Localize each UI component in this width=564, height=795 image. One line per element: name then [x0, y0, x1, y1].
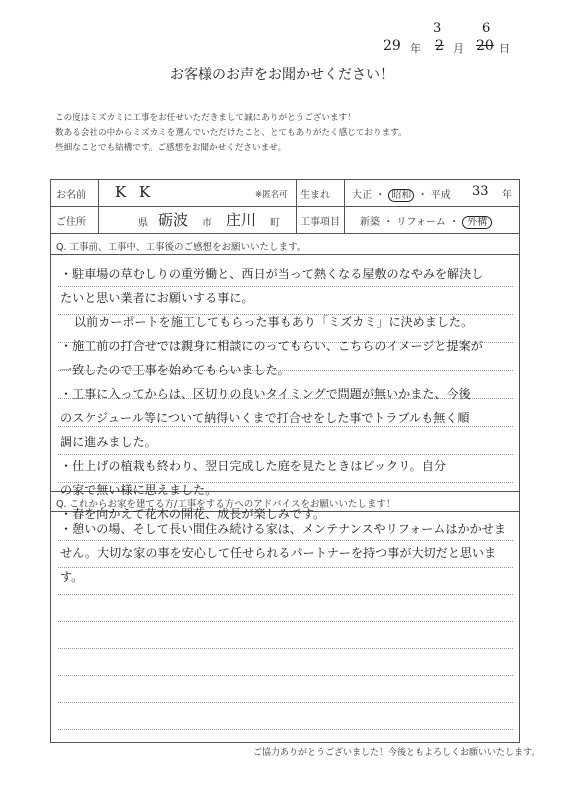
form-row-divider: [50, 254, 520, 255]
intro-line: この度はミズカミに工事をお任せいただきまして誠にありがとうございます！: [55, 113, 356, 123]
separator: ・: [449, 217, 460, 228]
form-row-divider: [50, 206, 520, 207]
intro-text: [55, 111, 407, 156]
name-label: お名前: [56, 190, 86, 201]
date-year-unit: 年: [410, 42, 421, 55]
birth-era: [352, 186, 451, 201]
footer-message: ご協力ありがとうございました！今後ともよろしくお願いいたします。: [253, 748, 541, 758]
date: [383, 21, 513, 59]
birth-year-unit: 年: [502, 190, 512, 201]
town-unit: 町: [270, 218, 280, 229]
answer-line: ・施工前の打合せでは親身に相談にのってもらい、こちらのイメージと提案が一致したので工事を始めてもらいました。: [60, 339, 483, 377]
work-reform: リフォーム: [396, 217, 446, 228]
ruled-line: [58, 675, 513, 676]
prefecture-unit: 県: [138, 218, 148, 229]
separator: ・: [375, 190, 386, 201]
city-unit: 市: [202, 218, 212, 229]
answer-line: ・春を向かえて花木の開花、成長が楽しみです。: [60, 507, 326, 521]
ruled-line: [58, 621, 513, 622]
answer-line: ・工事に入ってからは、区切りの良いタイミングで問題が無いかまた、今後のスケジュール等について納得いくまで打合せをした事でトラブルも無く順調に進みました。: [60, 387, 471, 449]
date-month-new: 3: [433, 21, 442, 36]
work-options: [360, 213, 492, 228]
ruled-line: [58, 648, 513, 649]
intro-line: 数ある会社の中からミズカミを選んでいただけたこと、とてもありがたく感じております。: [55, 128, 407, 138]
q2-label: Q. これからお家を建てる方/工事をする方へのアドバイスをお願いいたします！: [56, 499, 396, 510]
separator: ・: [383, 217, 394, 228]
anonymous-label: ※匿名可: [255, 190, 288, 200]
work-label: 工事項目: [300, 217, 340, 228]
answer-line: ・駐車場の草むしりの重労働と、西日が当って熱くなる屋敷のなやみを解決したいと思い業者にお願いする事に。: [60, 267, 484, 305]
ruled-line: [58, 702, 513, 703]
birth-year: 33: [472, 184, 489, 199]
work-new: 新築: [360, 217, 380, 228]
q1-answer: [60, 262, 512, 526]
date-day-new: 6: [482, 21, 491, 36]
era-taisho: 大正: [352, 190, 372, 201]
answer-line: ・仕上げの植栽も終わり、翌日完成した庭を見たときはビックリ。自分の家で無い様に思えました。: [60, 459, 446, 497]
city-value: 砺波: [158, 211, 189, 229]
date-day-unit: 日: [499, 42, 510, 55]
name-value: K K: [115, 183, 155, 201]
form-col-divider: [296, 179, 297, 233]
era-heisei: 平成: [430, 190, 451, 201]
work-exterior: 外構: [462, 216, 492, 229]
era-showa: 昭和: [388, 189, 414, 202]
ruled-line: [58, 729, 513, 730]
page-title: お客様のお声をお聞かせください！: [170, 67, 394, 83]
address-label: ご住所: [56, 217, 86, 228]
form-col-divider: [344, 179, 345, 233]
date-month-unit: 月: [453, 42, 464, 55]
q2-answer: [60, 517, 512, 589]
answer-line: 以前カーポートを施工してもらった事もあり「ミズカミ」に決めました。: [74, 315, 474, 329]
town-value: 庄川: [226, 211, 257, 229]
intro-line: 些細なことでも結構です。ご感想をお聞かせくださいませ。: [55, 143, 287, 153]
q1-label: Q. 工事前、工事中、工事後のご感想をお願いいたします。: [56, 242, 307, 253]
birth-label: 生まれ: [300, 190, 330, 201]
form-col-divider: [98, 179, 99, 233]
ruled-line: [58, 594, 513, 595]
date-day-struck: 20: [476, 38, 494, 54]
answer-line: ・憩いの場、そして長い間住み続ける家は、メンテナンスやリフォームはかかせません。大切な家の事を安心して任せられるパートナーを持つ事が大切だと思います。: [60, 522, 506, 584]
date-month-struck: 2: [435, 38, 444, 54]
separator: ・: [417, 190, 428, 201]
form-row-divider: [50, 233, 520, 234]
date-year: 29: [383, 38, 401, 54]
